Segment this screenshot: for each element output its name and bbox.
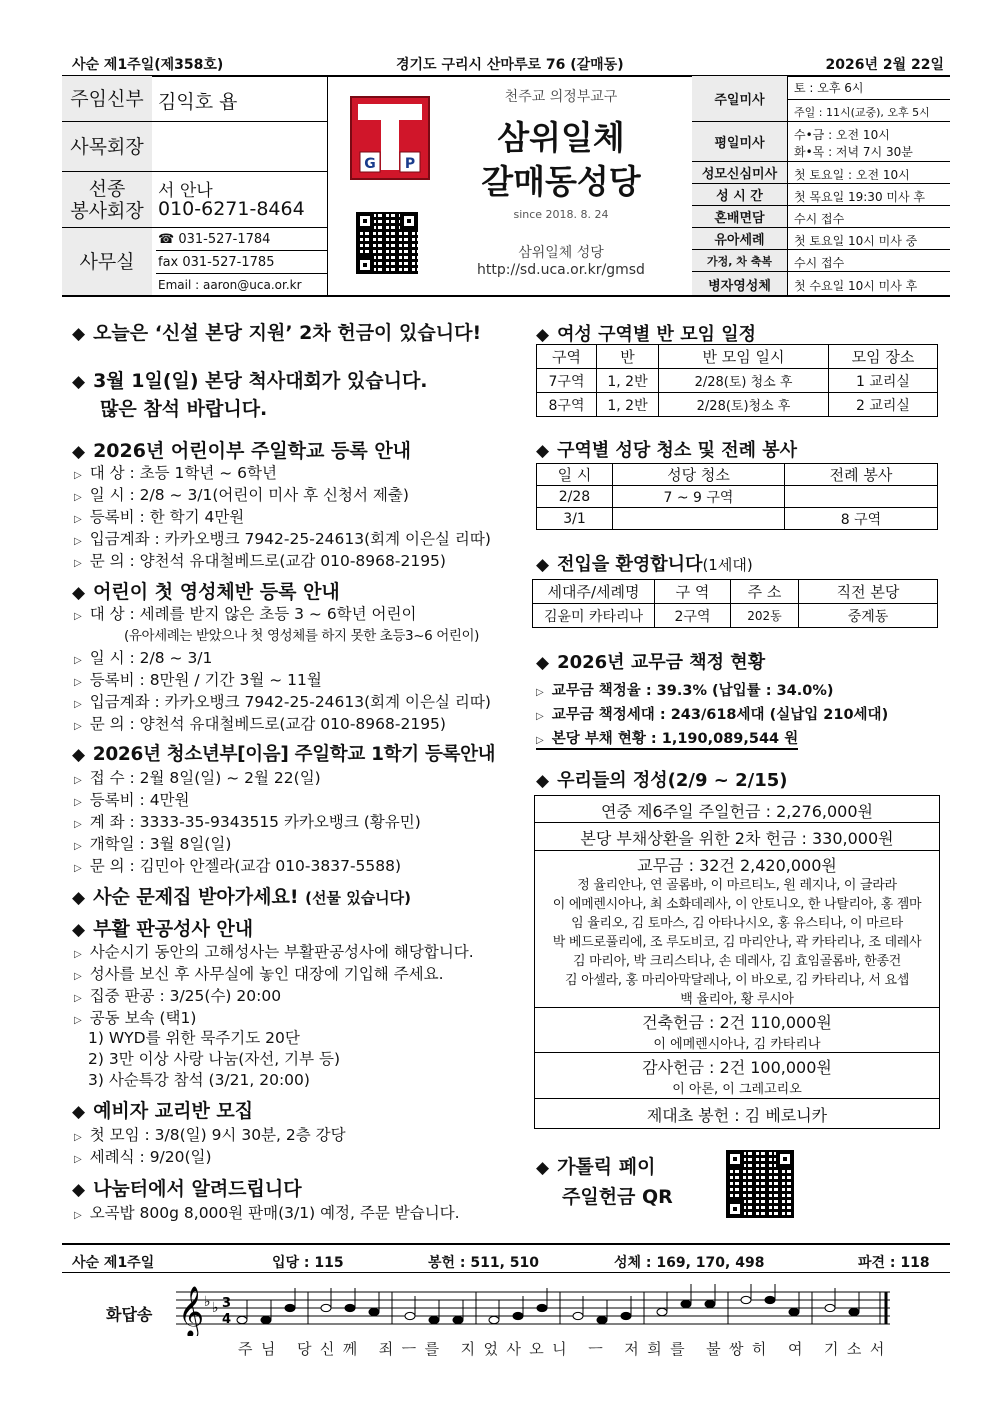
hymn-entrance: 입당 : 115	[272, 1255, 344, 1271]
note-head	[513, 1312, 523, 1319]
header-bottom-rule	[62, 295, 950, 297]
note-head	[681, 1300, 691, 1307]
section-confession-title: ◆ 부활 판공성사 안내	[72, 918, 254, 940]
section-women-meeting-title: ◆ 여성 구역별 반 모임 일정	[536, 324, 757, 345]
section-catechumen-title: ◆ 예비자 교리반 모집	[72, 1100, 254, 1122]
offering-thanks-box	[534, 1052, 940, 1099]
office-tel: ☎ 031-527-1784	[158, 232, 271, 247]
section-youth-school-title: ◆ 2026년 청소년부[이음] 주일학교 1학기 등록안내	[72, 744, 496, 765]
table-row: 2/28 7 ~ 9 구역	[537, 486, 938, 508]
time-sig-top: 3	[222, 1296, 232, 1311]
note-head	[369, 1308, 379, 1315]
offering-thanks-names: 이 아론, 이 그레고리오	[672, 1082, 802, 1097]
flat-icon: ♭	[212, 1300, 219, 1316]
table-row: 김윤미 카타리나 2구역 202동 중계동	[533, 604, 938, 628]
note-head	[285, 1304, 295, 1311]
service-phone: 010-6271-8464	[158, 198, 305, 220]
office-fax: fax 031-527-1785	[158, 255, 275, 270]
list-item: ▷ 계 좌 : 3333-35-9343515 카카오뱅크 (황유민)	[74, 813, 421, 831]
psalm-label: 화답송	[106, 1305, 153, 1324]
list-item: ▷ 입금계좌 : 카카오뱅크 7942-25-24613(회계 이은실 리따)	[74, 530, 491, 548]
table-header: 일 시	[537, 464, 613, 486]
note-head	[789, 1308, 799, 1315]
list-item: ▷ 등록비 : 8만원 / 기간 3월 ~ 11월	[74, 671, 322, 689]
list-item: ▷ 접 수 : 2월 8일(일) ~ 2월 22(일)	[74, 769, 321, 787]
section-lent-workbook: ◆ 사순 문제집 받아가세요! (선물 있습니다)	[72, 886, 412, 908]
time-sig-bottom: 4	[222, 1312, 232, 1327]
schedule-row-marian	[692, 162, 950, 184]
diocese-name: 천주교 의정부교구	[504, 89, 618, 105]
section-offering-title: ◆ 우리들의 정성(2/9 ~ 2/15)	[536, 770, 788, 791]
schedule-value: 첫 수요일 10시 미사 후	[794, 279, 918, 293]
schedule-key: 성모신심미사	[692, 162, 788, 183]
welcome-table	[532, 579, 938, 628]
note-head	[261, 1316, 271, 1323]
table-header: 반 모임 일시	[659, 345, 829, 369]
notice-tournament: ◆ 3월 1일(일) 본당 척사대회가 있습니다.	[72, 370, 428, 392]
table-header: 전례 봉사	[785, 464, 938, 486]
list-item: ▷ 세례식 : 9/20(일)	[74, 1148, 212, 1166]
office-label: 사무실	[62, 228, 152, 296]
site-name: 삼위일체 성당	[518, 245, 604, 261]
hymn-numbers-bar	[62, 1246, 950, 1274]
list-item: ▷ 일 시 : 2/8 ~ 3/1	[74, 649, 213, 667]
note-head	[657, 1308, 667, 1315]
schedule-value: 수시 접수	[794, 256, 845, 270]
church-name-line1: 삼위일체	[497, 118, 625, 157]
schedule-row-holy-hour	[692, 184, 950, 206]
hymn-offering: 봉헌 : 511, 510	[428, 1255, 540, 1271]
list-item: ▷ 등록비 : 4만원	[74, 791, 190, 809]
note-head	[597, 1316, 607, 1323]
note-head	[321, 1304, 331, 1311]
table-header: 주 소	[731, 580, 799, 604]
note-head	[621, 1312, 631, 1319]
staff-table	[62, 76, 328, 296]
section-first-communion-title: ◆ 어린이 첫 영성체반 등록 안내	[72, 581, 340, 603]
note-head	[405, 1312, 415, 1319]
list-item: ▷ 공동 보속 (택1)	[74, 1009, 197, 1027]
mass-schedule-table	[692, 76, 950, 296]
site-url[interactable]: http://sd.uca.or.kr/gmsd	[477, 262, 645, 278]
note-head	[573, 1312, 583, 1319]
schedule-value: 첫 토요일 : 오전 10시	[794, 168, 910, 182]
offering-candle: 제대초 봉헌 : 김 베로니카	[534, 1098, 940, 1129]
section-children-school-title: ◆ 2026년 어린이부 주일학교 등록 안내	[72, 440, 412, 462]
list-item: ▷ 교무금 책정세대 : 243/618세대 (실납입 210세대)	[536, 707, 889, 723]
list-item: ▷ 집중 판공 : 3/25(수) 20:00	[74, 987, 282, 1005]
list-sub-item: 2) 3만 이상 사랑 나눔(자선, 기부 등)	[88, 1050, 341, 1068]
tgp-logo-icon	[352, 98, 428, 178]
logo-letter-g: G	[364, 156, 376, 172]
table-header: 반	[597, 345, 659, 369]
note-head	[537, 1304, 547, 1311]
list-item: ▷ 성사를 보신 후 사무실에 놓인 대장에 기입해 주세요.	[74, 965, 444, 983]
list-item: ▷ 개학일 : 3월 8일(일)	[74, 835, 232, 853]
notice-tournament-line2: 많은 참석 바랍니다.	[100, 398, 268, 420]
list-item: ▷ 문 의 : 양천석 유대철베드로(교감 010-8968-2195)	[74, 715, 446, 733]
list-sub-item: 3) 사순특강 참석 (3/21, 20:00)	[88, 1071, 310, 1089]
list-item: ▷ 대 상 : 세례를 받지 않은 초등 3 ~ 6학년 어린이	[74, 605, 417, 623]
table-header: 모임 장소	[829, 345, 938, 369]
note-head	[849, 1308, 859, 1315]
psalm-notes	[237, 1284, 859, 1324]
bottom-rule-bottom	[62, 1272, 950, 1273]
hymn-dismissal: 파견 : 118	[858, 1255, 930, 1271]
list-item: ▷ 입금계좌 : 카카오뱅크 7942-25-24613(회계 이은실 리따)	[74, 693, 491, 711]
list-item: ▷ 본당 부채 현황 : 1,190,089,544 원	[536, 727, 798, 750]
schedule-row-weekday	[692, 122, 950, 162]
service-row	[62, 172, 328, 228]
note-head	[765, 1296, 775, 1303]
bottom-rule-top	[62, 1243, 950, 1245]
offering-thanks-title: 감사헌금 : 2건 100,000원	[642, 1058, 832, 1077]
schedule-row-sick	[692, 272, 950, 296]
schedule-key: 병자영성체	[692, 272, 788, 296]
women-meeting-table	[536, 344, 938, 417]
table-header: 직전 본당	[799, 580, 938, 604]
schedule-value: 수시 접수	[794, 212, 845, 226]
offering-dues-names: 정 율리안나, 연 골롬바, 이 마르티노, 원 레지나, 이 글라라 이 에메렌시아나, 최 소화데레사, 이 안토니오, 한 나탈리아, 홍 젬마 임 율리오, 김 토마스, 김 아타나시오, 홍 유스티나, 이 마르타 박 베드로풀리에, 조 루도비코, 김 마리안나, 곽 카타리나, 조 데레사 김 마리아, 박 크리스티나, 손 데레사, 김 효임골롬바, 한종건 김 아셀라, 홍 마리아막달레나, 이 바오로, 김 카타리나, 서 요셉 백 율리아, 황 루시아	[552, 878, 922, 1007]
note-head	[741, 1296, 751, 1303]
offering-dues-box	[534, 850, 940, 1008]
service-name: 서 안나	[158, 181, 213, 201]
cleaning-table	[536, 463, 938, 530]
offering-second: 본당 부채상환을 위한 2차 헌금 : 330,000원	[534, 822, 940, 851]
note-head	[345, 1304, 355, 1311]
hymn-communion: 성체 : 169, 170, 498	[614, 1255, 765, 1271]
pastor-name: 김익호 욥	[158, 91, 238, 113]
welcome-count: (1세대)	[702, 556, 753, 574]
psalm-staff	[176, 1284, 896, 1336]
council-label: 사목회장	[62, 122, 152, 171]
section-cleaning-title: ◆ 구역별 성당 청소 및 전례 봉사	[536, 440, 798, 461]
top-info-line	[62, 52, 950, 76]
flat-icon: ♭	[204, 1294, 211, 1310]
schedule-key: 유아세례	[692, 228, 788, 249]
schedule-row-sunday	[692, 76, 950, 122]
schedule-value: 첫 목요일 19:30 미사 후	[794, 190, 925, 204]
bulletin-week: 사순 제1주일(제358호)	[72, 57, 224, 73]
schedule-row-baptism	[692, 228, 950, 250]
office-row	[62, 228, 328, 296]
since-date: since 2018. 8. 24	[513, 208, 609, 221]
list-item: ▷ 첫 모임 : 3/8(일) 9시 30분, 2층 강당	[74, 1126, 346, 1144]
table-row: 7구역 1, 2반 2/28(토) 청소 후 1 교리실	[537, 369, 938, 393]
table-header: 구역	[537, 345, 597, 369]
website-qr-code[interactable]	[356, 212, 418, 274]
catholic-pay-label: ◆ 가톨릭 페이	[536, 1156, 656, 1178]
table-row: 8구역 1, 2반 2/28(토)청소 후 2 교리실	[537, 393, 938, 417]
schedule-value-2: 주일 : 11시(교중), 오후 5시	[794, 106, 930, 119]
offering-building-names: 이 에메렌시아나, 김 카타리나	[653, 1037, 821, 1052]
note-head	[825, 1304, 835, 1311]
service-label-line1: 선종	[88, 177, 126, 200]
pastor-row	[62, 76, 328, 122]
list-item: ▷ 대 상 : 초등 1학년 ~ 6학년	[74, 464, 277, 482]
service-label-line2: 봉사회장	[70, 199, 144, 222]
offering-sunday: 연중 제6주일 주일헌금 : 2,276,000원	[534, 795, 940, 823]
list-item: ▷ 사순시기 동안의 고해성사는 부활판공성사에 해당합니다.	[74, 943, 474, 961]
schedule-value: 수•금 : 오전 10시	[794, 128, 890, 142]
schedule-value: 첫 토요일 10시 미사 중	[794, 234, 918, 248]
list-item: ▷ 문 의 : 양천석 유대철베드로(교감 010-8968-2195)	[74, 552, 446, 570]
schedule-row-marriage	[692, 206, 950, 228]
list-sub-item: 1) WYD를 위한 묵주기도 20단	[88, 1029, 300, 1047]
church-name-line2: 갈매동성당	[481, 162, 641, 201]
pastor-label: 주임신부	[62, 76, 152, 121]
schedule-value: 토 : 오후 6시	[794, 81, 864, 95]
section-sharing-title: ◆ 나눔터에서 알려드립니다	[72, 1178, 302, 1200]
offering-dues-title: 교무금 : 32건 2,420,000원	[637, 856, 837, 875]
council-row	[62, 122, 328, 172]
schedule-row-blessing	[692, 250, 950, 272]
logo-letter-p: P	[404, 156, 416, 172]
note-head	[453, 1316, 463, 1323]
list-item: ▷ 등록비 : 한 학기 4만원	[74, 508, 245, 526]
section-welcome-title: ◆ 전입을 환영합니다(1세대)	[536, 554, 753, 575]
list-item: ▷ 교무금 책정율 : 39.3% (납입률 : 34.0%)	[536, 683, 834, 699]
psalm-lyrics: 주님 당신께 죄ㅡ를 지었사오니 ㅡ 저희를 불쌍히 여 기소서	[238, 1340, 893, 1358]
office-email: Email : aaron@uca.or.kr	[158, 278, 302, 292]
note-head	[429, 1316, 439, 1323]
hymn-week: 사순 제1주일	[72, 1255, 155, 1271]
church-logo	[350, 96, 430, 180]
notice-second-collection: ◆ 오늘은 ‘신설 본당 지원’ 2차 헌금이 있습니다!	[72, 322, 482, 344]
note-head	[489, 1316, 499, 1323]
offering-building-title: 건축헌금 : 2건 110,000원	[642, 1013, 832, 1032]
list-item: ▷ 오곡밥 800g 8,000원 판매(3/1) 예정, 주문 받습니다.	[74, 1204, 460, 1222]
list-item: ▷ 문 의 : 김민아 안젤라(교감 010-3837-5588)	[74, 857, 402, 875]
service-label	[62, 172, 152, 227]
treble-clef-icon: 𝄞	[178, 1286, 205, 1336]
offering-qr-code[interactable]	[726, 1150, 794, 1218]
bulletin-date: 2026년 2월 22일	[825, 57, 944, 73]
schedule-key: 혼배면담	[692, 206, 788, 227]
church-address: 경기도 구리시 산마루로 76 (갈매동)	[396, 57, 624, 73]
table-header: 성당 청소	[613, 464, 785, 486]
section-dues-title: ◆ 2026년 교무금 책정 현황	[536, 652, 766, 673]
offering-building-box	[534, 1007, 940, 1053]
note-head	[705, 1300, 715, 1307]
table-header: 구 역	[655, 580, 731, 604]
church-title-block	[430, 76, 692, 296]
table-row: 3/1 8 구역	[537, 508, 938, 530]
schedule-key: 가정, 차 축복	[692, 250, 788, 271]
table-header: 세대주/세례명	[533, 580, 655, 604]
note-head	[237, 1316, 247, 1323]
schedule-key: 주일미사	[692, 76, 788, 121]
lent-workbook-note: (선물 있습니다)	[305, 889, 412, 907]
schedule-key: 성 시 간	[692, 184, 788, 205]
schedule-key: 평일미사	[692, 122, 788, 161]
catholic-pay-label-2: 주일헌금 QR	[562, 1186, 673, 1208]
schedule-value-2: 화•목 : 저녁 7시 30분	[794, 145, 913, 159]
list-item-note: (유아세례는 받았으나 첫 영성체를 하지 못한 초등3~6 어린이)	[124, 628, 480, 644]
list-item: ▷ 일 시 : 2/8 ~ 3/1(어린이 미사 후 신청서 제출)	[74, 486, 409, 504]
